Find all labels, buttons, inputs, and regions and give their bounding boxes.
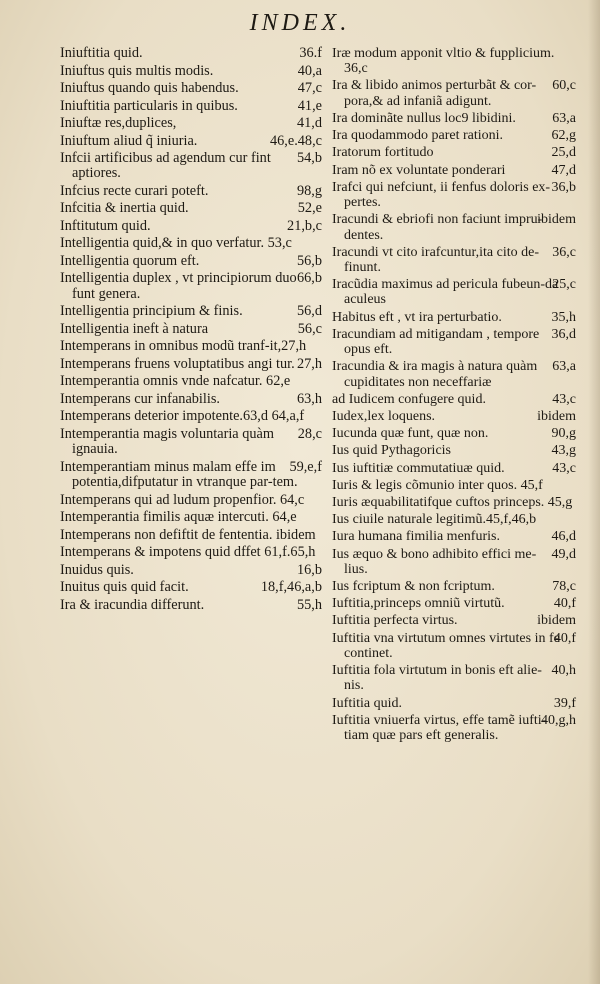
index-entry-text: Iratorum fortitudo bbox=[332, 145, 434, 161]
index-entry bbox=[332, 547, 576, 578]
index-column-left bbox=[60, 46, 322, 615]
index-entry-text: Intemperans deterior impotente.63,d 64,a,f bbox=[60, 408, 305, 425]
index-entry bbox=[332, 78, 576, 109]
index-entry bbox=[332, 392, 576, 407]
index-entry-text: Iram nõ ex voluntate ponderari bbox=[332, 162, 506, 178]
index-entry-text: Iræ modum apponit vltio & fupplicium. 36,c bbox=[332, 46, 555, 77]
index-entry bbox=[332, 163, 576, 178]
index-entry-text: Ira quodammodo paret rationi. bbox=[332, 128, 504, 144]
index-entry-ref: 36,b bbox=[551, 179, 576, 195]
index-entry-ref: 40,f bbox=[553, 596, 576, 612]
index-entry-text: Ius quid Pythagoricis bbox=[332, 443, 451, 459]
index-entry-text: Intelligentia quid,& in quo verfatur. 53,c bbox=[60, 235, 292, 252]
index-entry bbox=[60, 201, 322, 216]
index-entry-text: Iracundi vt cito irafcuntur,ita cito de-finunt. bbox=[332, 244, 540, 275]
index-entry-text: Ius ciuile naturale legitimũ.45,f,46,b bbox=[332, 512, 537, 528]
index-entry-text: Ius fcriptum & non fcriptum. bbox=[332, 578, 495, 594]
index-entry bbox=[332, 696, 576, 711]
index-entry-text: Intemperans non defiftit de fententia. ibidem bbox=[60, 526, 316, 543]
index-entry bbox=[60, 357, 322, 372]
index-entry-ref: 40,f bbox=[553, 630, 576, 646]
index-entry-text: Iniuftitia quid. bbox=[60, 45, 143, 61]
index-entry-ref: 36.f bbox=[299, 45, 322, 61]
index-entry-text: ad Iudicem confugere quid. bbox=[332, 391, 486, 407]
index-entry-ref: 60,c bbox=[552, 78, 576, 94]
index-entry-text: Ius iuftitiæ commutatiuæ quid. bbox=[332, 460, 505, 476]
index-entry-text: Iura humana fimilia menfuris. bbox=[332, 529, 500, 545]
index-entry-text: Intemperans & impotens quid dffet 61,f.65,h bbox=[60, 544, 316, 561]
index-entry-text: Intemperans fruens voluptatibus angi tur. bbox=[60, 355, 295, 372]
index-entry bbox=[60, 528, 322, 543]
index-entry-text: Iucunda quæ funt, quæ non. bbox=[332, 426, 489, 442]
index-entry bbox=[60, 339, 322, 354]
index-entry-ref: 41,d bbox=[296, 115, 322, 131]
index-entry-text: Iuftitia perfecta virtus. bbox=[332, 613, 458, 629]
index-entry bbox=[60, 598, 322, 613]
index-entry-ref: 49,d bbox=[551, 546, 576, 562]
index-entry-text: Intemperantia fimilis aquæ intercuti. 64,e bbox=[60, 509, 297, 526]
page-header: INDEX. bbox=[249, 10, 351, 36]
index-entry bbox=[332, 180, 576, 211]
index-entry-ref: 35,h bbox=[551, 309, 576, 325]
index-entry-ref: 18,f,46,a,b bbox=[260, 579, 322, 596]
index-entry-text: Iniuftus quis multis modis. bbox=[60, 62, 214, 79]
index-entry-ref: 28,c bbox=[297, 425, 322, 442]
index-entry-ref: 98,g bbox=[296, 182, 322, 199]
index-entry-text: Intemperantia magis voluntaria quàm ignauia. bbox=[60, 425, 274, 458]
index-entry bbox=[332, 596, 576, 611]
index-entry-text: Iracundiam ad mitigandam , tempore opus eft. bbox=[332, 326, 540, 358]
index-entry bbox=[332, 327, 576, 358]
index-entry-text: Iuris æquabilitatifque cuftos princeps. 45,g bbox=[332, 494, 573, 510]
index-entry-ref: 54,b bbox=[296, 150, 322, 166]
index-entry-ref: 63,h bbox=[296, 390, 322, 407]
index-entry-text: Iuftitia,princeps omniũ virtutũ. bbox=[332, 596, 505, 612]
index-entry bbox=[60, 219, 322, 234]
index-entry-text: Ira dominãte nullus loc9 libidini. bbox=[332, 110, 516, 126]
index-entry bbox=[60, 563, 322, 578]
index-entry-text: Intemperans cur infanabilis. bbox=[60, 390, 220, 407]
index-entry bbox=[60, 116, 322, 131]
index-entry bbox=[332, 613, 576, 628]
index-entry-text: Intelligentia quorum eft. bbox=[60, 252, 200, 269]
index-entry-text: Intemperantiam minus malam effe im potentia,difputatur in vtranque par-tem. bbox=[60, 458, 298, 491]
index-entry-text: Iuftitia vniuerfa virtus, effe tamẽ iufti-tiam quæ pars eft generalis. bbox=[332, 712, 547, 743]
index-entry-text: Inuidus quis. bbox=[60, 561, 134, 578]
index-entry-ref: 40,h bbox=[551, 663, 576, 679]
index-entry bbox=[60, 392, 322, 407]
index-entry-text: Iudex,lex loquens. bbox=[332, 409, 436, 424]
index-entry bbox=[60, 184, 322, 199]
index-entry-ref: 36,c bbox=[552, 244, 576, 260]
index-entry bbox=[332, 495, 576, 510]
index-entry bbox=[332, 277, 576, 308]
index-entry-text: Iuftitia vna virtutum omnes virtutes in fe continet. bbox=[332, 630, 560, 661]
index-entry-ref: 62,g bbox=[551, 128, 576, 144]
index-entry bbox=[332, 663, 576, 694]
index-entry-text: Iuftitia quid. bbox=[332, 695, 402, 711]
index-entry-ref: 16,b bbox=[296, 561, 322, 578]
index-entry-ref: 46,e.48,c bbox=[269, 132, 322, 149]
index-entry bbox=[332, 111, 576, 126]
index-entry-ref: 56,b bbox=[296, 252, 322, 269]
index-entry-ref: 43,c bbox=[552, 460, 576, 476]
index-entry-ref: 36,d bbox=[551, 326, 576, 342]
index-entry bbox=[332, 713, 576, 744]
index-entry bbox=[332, 359, 576, 390]
index-entry bbox=[60, 271, 322, 302]
index-entry-text: Ius æquo & bono adhibito effici me-lius. bbox=[332, 546, 537, 577]
index-entry-text: Intemperans qui ad ludum propenfior. 64,c bbox=[60, 491, 305, 508]
index-entry bbox=[332, 128, 576, 143]
index-entry bbox=[60, 409, 322, 424]
index-entry bbox=[332, 46, 576, 77]
index-entry-ref: 78,c bbox=[552, 578, 576, 594]
index-entry-ref: 63,a bbox=[552, 359, 576, 375]
index-entry-text: Habitus eft , vt ira perturbatio. bbox=[332, 309, 502, 325]
index-entry-text: Ira & iracundia differunt. bbox=[60, 596, 205, 613]
index-entry-text: Iracundi & ebriofi non faciunt impru-dentes. bbox=[332, 212, 543, 243]
index-entry bbox=[60, 151, 322, 182]
index-column-right bbox=[332, 46, 576, 745]
index-entry bbox=[332, 245, 576, 276]
index-entry-ref: 25,c bbox=[552, 277, 576, 293]
index-entry-text: Iracundia & ira magis à natura quàm cupiditates non neceffariæ bbox=[332, 359, 538, 390]
index-entry-ref: ibidem bbox=[537, 409, 576, 424]
index-entry-ref: ibidem bbox=[537, 212, 576, 228]
index-entry bbox=[332, 529, 576, 544]
index-entry-text: Infcii artificibus ad agendum cur fint aptiores. bbox=[60, 150, 271, 182]
index-entry bbox=[60, 134, 322, 149]
index-entry-ref: 43,g bbox=[551, 443, 576, 459]
index-entry-text: Iuris & legis cõmunio inter quos. 45,f bbox=[332, 477, 543, 493]
index-entry bbox=[332, 310, 576, 325]
index-entry-ref: 21,b,c bbox=[287, 217, 322, 234]
index-entry bbox=[60, 64, 322, 79]
index-entry-text: Inuitus quis quid facit. bbox=[60, 579, 189, 596]
index-entry bbox=[60, 510, 322, 525]
index-entry-text: Iuftitia fola virtutum in bonis eft alie-nis. bbox=[332, 663, 542, 694]
index-entry bbox=[60, 46, 322, 61]
index-entry bbox=[332, 426, 576, 441]
index-entry bbox=[60, 304, 322, 319]
index-entry-ref: 56,c bbox=[297, 320, 322, 337]
index-entry bbox=[332, 443, 576, 458]
index-entry-text: Infcitia & inertia quid. bbox=[60, 200, 189, 217]
index-entry bbox=[60, 81, 322, 96]
index-entry bbox=[332, 631, 576, 662]
index-entry-ref: 41,e bbox=[297, 97, 322, 114]
index-entry-text: Inftitutum quid. bbox=[60, 217, 151, 234]
index-entry bbox=[332, 478, 576, 493]
index-entry-ref: 47,d bbox=[551, 162, 576, 178]
index-entry-ref: 56,d bbox=[296, 303, 322, 320]
index-entry bbox=[60, 374, 322, 389]
index-entry bbox=[60, 236, 322, 251]
index-entry-text: Iniuftæ res,duplices, bbox=[60, 115, 177, 131]
index-entry-text: Ira & libido animos perturbãt & cor-pora,& ad infaniã adigunt. bbox=[332, 78, 537, 109]
index-entry bbox=[60, 493, 322, 508]
page-fold-shadow bbox=[588, 0, 600, 984]
index-entry bbox=[60, 322, 322, 337]
index-entry-ref: 40,g,h bbox=[541, 712, 576, 728]
index-entry bbox=[332, 409, 576, 424]
index-entry-ref: 39,f bbox=[553, 695, 576, 711]
index-entry-ref: 25,d bbox=[551, 145, 576, 161]
index-entry-text: Iniuftus quando quis habendus. bbox=[60, 80, 239, 96]
index-entry-text: Intemperans in omnibus modũ tranf-it,27,h bbox=[60, 338, 307, 355]
index-entry-ref: ibidem bbox=[537, 613, 576, 629]
index-entry-text: Iniuftum aliud q̃ iniuria. bbox=[60, 132, 198, 149]
index-entry-ref: 43,c bbox=[552, 391, 576, 407]
index-entry bbox=[332, 212, 576, 243]
index-entry bbox=[60, 545, 322, 560]
index-entry bbox=[332, 512, 576, 527]
index-entry-ref: 47,c bbox=[297, 80, 322, 96]
index-entry bbox=[332, 145, 576, 160]
index-entry-ref: 63,a bbox=[552, 110, 576, 126]
index-entry bbox=[332, 579, 576, 594]
index-entry bbox=[60, 580, 322, 595]
index-entry bbox=[60, 427, 322, 458]
index-entry bbox=[60, 254, 322, 269]
index-entry-text: Intelligentia ineft à natura bbox=[60, 320, 209, 337]
index-entry-text: Infcius recte curari poteft. bbox=[60, 182, 209, 199]
index-entry-text: Intelligentia principium & finis. bbox=[60, 303, 243, 320]
index-entry bbox=[60, 460, 322, 491]
index-entry-ref: 40,a bbox=[297, 62, 322, 79]
index-entry-ref: 66,b bbox=[296, 270, 322, 287]
index-entry-text: Iracũdia maximus ad pericula fubeun-da aculeus bbox=[332, 277, 559, 308]
index-entry-ref: 46,d bbox=[551, 529, 576, 545]
index-entry-text: Intelligentia duplex , vt principiorum duo funt genera. bbox=[60, 270, 297, 302]
index-entry-ref: 52,e bbox=[297, 200, 322, 217]
index-entry-ref: 59,e,f bbox=[289, 458, 322, 475]
index-entry-text: Irafci qui nefciunt, ii fenfus doloris ex-pertes. bbox=[332, 179, 551, 211]
index-entry-ref: 90,g bbox=[551, 426, 576, 442]
index-entry bbox=[332, 461, 576, 476]
index-entry-text: Iniuftitia particularis in quibus. bbox=[60, 97, 238, 114]
index-entry-ref: 27,h bbox=[296, 355, 322, 372]
index-entry-ref: 55,h bbox=[296, 596, 322, 613]
index-entry-text: Intemperantia omnis vnde nafcatur. 62,e bbox=[60, 373, 291, 390]
index-entry bbox=[60, 99, 322, 114]
